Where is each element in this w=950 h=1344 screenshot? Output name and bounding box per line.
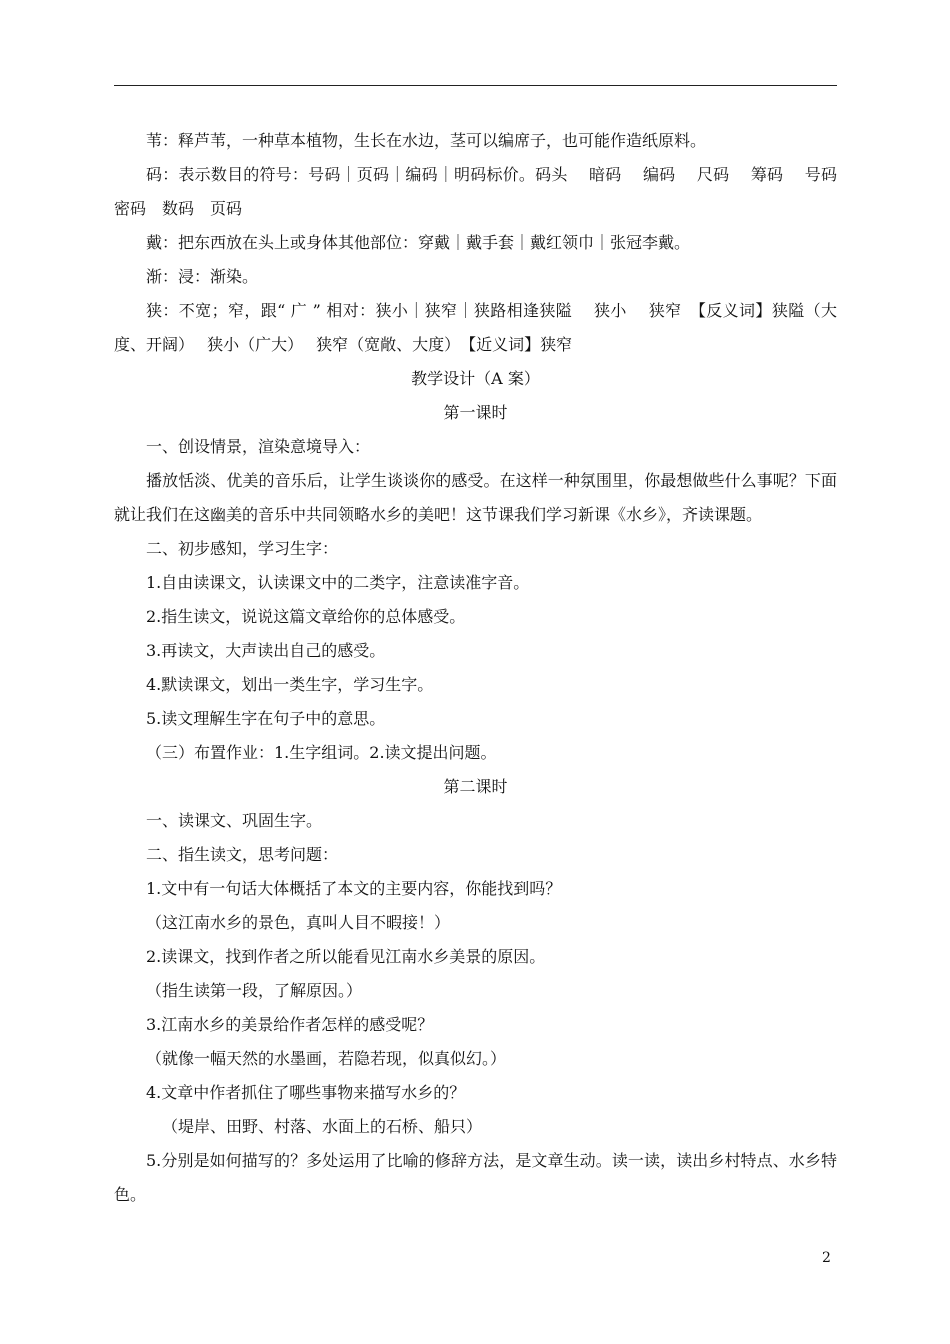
lesson-one-paragraph: 播放恬淡、优美的音乐后，让学生谈谈你的感受。在这样一种氛围里，你最想做些什么事呢？下面就让我们在这幽美的音乐中共同领略水乡的美吧！这节课我们学习新课《水乡》，齐读课题。 [114, 471, 837, 524]
lesson-one-paragraph: （三）布置作业：1.生字组词。2.读文提出问题。 [146, 743, 497, 762]
lesson-one-paragraph: 1.自由读课文，认读课文中的二类字，注意读准字音。 [146, 573, 530, 592]
lesson-two-paragraph: 二、指生读文，思考问题： [146, 845, 339, 864]
design-title: 教学设计（A 案） [411, 369, 540, 388]
lesson-one-paragraph: 3.再读文，大声读出自己的感受。 [146, 641, 386, 660]
lesson-one-paragraph: 5.读文理解生字在句子中的意思。 [146, 709, 386, 728]
lesson-one-paragraph: 2.指生读文，说说这篇文章给你的总体感受。 [146, 607, 466, 626]
vocab-entry-dai: 戴：把东西放在头上或身体其他部位：穿戴｜戴手套｜戴红领巾｜张冠李戴。 [146, 233, 691, 252]
lesson-two-paragraph: （指生读第一段，了解原因。） [146, 981, 363, 1000]
vocab-entry-xia: 狭：不宽；窄，跟“ 广 ” 相对：狭小｜狭窄｜狭路相逢狭隘 狭小 狭窄 【反义词】狭隘（大度、开阔） 狭小（广大） 狭窄（宽敞、大度） 【近义词】狭窄 [114, 301, 837, 354]
lesson-two-paragraph: （这江南水乡的景色，真叫人目不暇接！） [146, 913, 451, 932]
lesson-two-closing: 5.分别是如何描写的？多处运用了比喻的修辞方法，是文章生动。读一读，读出乡村特点、水乡特色。 [114, 1151, 837, 1204]
header-rule [114, 85, 837, 86]
vocab-entry-jian: 渐：浸：渐染。 [146, 267, 259, 286]
lesson-two-title: 第二课时 [443, 777, 508, 796]
lesson-one-paragraph: 二、初步感知，学习生字： [146, 539, 339, 558]
lesson-two-paragraph: 3.江南水乡的美景给作者怎样的感受呢？ [146, 1015, 434, 1034]
lesson-two-paragraph: 一、读课文、巩固生字。 [146, 811, 323, 830]
lesson-one-paragraph: 4.默读课文，划出一类生字，学习生字。 [146, 675, 434, 694]
lesson-two-paragraph: 1.文中有一句话大体概括了本文的主要内容，你能找到吗？ [146, 879, 562, 898]
lesson-two-answer: （堤岸、田野、村落、水面上的石桥、船只） [162, 1117, 483, 1136]
lesson-two-paragraph: 4.文章中作者抓住了哪些事物来描写水乡的？ [146, 1083, 466, 1102]
lesson-one-paragraph: 一、创设情景，渲染意境导入： [146, 437, 371, 456]
vocab-entry-ma: 码：表示数目的符号：号码｜页码｜编码｜明码标价。码头 暗码 编码 尺码 筹码 号码 密码 数码 页码 [114, 165, 859, 218]
page-number: 2 [822, 1250, 831, 1266]
vocab-entry-wei: 苇：释芦苇，一种草本植物，生长在水边，茎可以编席子，也可能作造纸原料。 [146, 131, 707, 150]
document-body [114, 124, 859, 1212]
lesson-one-title: 第一课时 [443, 403, 508, 422]
lesson-two-paragraph: （就像一幅天然的水墨画，若隐若现，似真似幻。） [146, 1049, 507, 1068]
lesson-two-paragraph: 2.读课文，找到作者之所以能看见江南水乡美景的原因。 [146, 947, 546, 966]
